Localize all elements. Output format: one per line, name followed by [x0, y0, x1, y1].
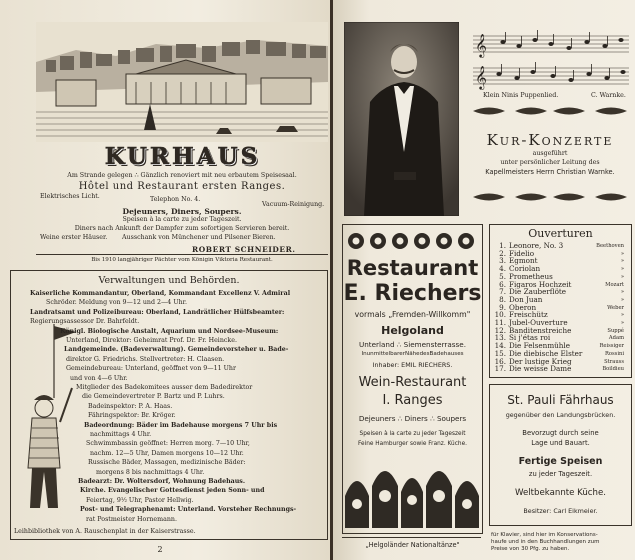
kurhaus-vacuum: Vacuum-Reinigung.: [262, 201, 325, 208]
ouverture-title: Die diebische Elster: [509, 348, 583, 358]
kurhaus-engraving: [36, 22, 328, 142]
pauli-title: St. Pauli Fährhaus: [507, 393, 614, 407]
riechers-wein: Wein-Restaurant: [358, 375, 467, 390]
riechers-address: Unterland ∴ Siemensterrasse.: [358, 340, 466, 349]
verwaltung-line: Badeordnung: Bäder im Badehause morgens 7 Uhr bis: [84, 421, 278, 429]
verwaltungen-title: Verwaltungen und Behörden.: [98, 275, 240, 286]
ouverture-number: 4.: [499, 264, 506, 274]
pauli-kueche: Weltbekannte Küche.: [515, 488, 606, 498]
kurhaus-light: Elektrisches Licht.: [40, 193, 100, 200]
verwaltung-line: Kaiserliche Kommandantur, Oberland, Kommandant Excellenz V. Admiral: [30, 290, 291, 297]
ouverture-composer: Rossini: [604, 350, 624, 357]
riechers-near: InunmittelbarerNähedesBadehauses: [361, 351, 464, 357]
kurhaus-diners: Diners nach Ankunft der Dampfer zum sofortigen Servieren bereit.: [74, 225, 290, 232]
ouverture-number: 15.: [494, 348, 506, 358]
verwaltung-line: Schröder. Meldung von 9—12 und 2—4 Uhr.: [46, 299, 187, 307]
ouverture-number: 12.: [494, 325, 506, 335]
ouverture-number: 2.: [499, 248, 506, 258]
ouverture-title: Oberon: [509, 302, 537, 312]
riechers-helgoland: Helgoland: [381, 324, 444, 337]
kur-sub3: Kapellmeisters Herrn Christian Warnke.: [485, 168, 615, 176]
verwaltung-line: Badeinspektor: P. A. Haas.: [88, 402, 173, 410]
ouverture-composer: »: [620, 273, 624, 280]
verwaltung-line: rat Postmeister Hornemann.: [86, 515, 177, 523]
riechers-vormals: vormals „Fremden-Willkomm": [354, 310, 471, 319]
klavier-line-2: haufe und in den Buchhandlungen zum: [491, 539, 600, 545]
national-title: „Helgoländer Nationaltänze": [365, 541, 460, 549]
ouverture-title: Figaros Hochzeit: [509, 279, 572, 289]
ouverture-composer: Reissiger: [599, 343, 624, 350]
page-number: 2: [157, 545, 163, 554]
ouverture-title: Fidelio: [509, 248, 535, 258]
ouverture-number: 8.: [499, 294, 506, 304]
riechers-ornament-bottom: [345, 456, 479, 528]
kurhaus-since: Bis 1910 langjähriger Pächter vom Königin Viktoria Restaurant.: [91, 257, 273, 263]
ouverture-number: 11.: [494, 318, 506, 327]
kurhaus-title: KURHAUS: [104, 143, 261, 170]
conductor-portrait: [344, 22, 459, 216]
ouverture-composer: Suppé: [607, 327, 624, 334]
ouverture-composer: Mozart: [605, 281, 624, 288]
ouverture-composer: »: [620, 258, 624, 265]
verwaltung-line: die Gemeindevertreter P. Bartz und P. Luhrs.: [82, 393, 225, 401]
ouverture-composer: »: [620, 266, 624, 273]
verwaltung-line: morgens 8 bis nachmittags 4 Uhr.: [96, 468, 205, 476]
verwaltung-line: Post- und Telegraphenamt: Unterland. Vorsteher Rechnungs-: [80, 506, 297, 514]
verwaltung-line: Schwimmbassin geöffnet: Herren morg. 7—10 Uhr,: [86, 440, 250, 448]
verwaltung-line: Regierungsassessor Dr. Bahrfeldt.: [30, 318, 140, 326]
riechers-owner: Inhaber: EMIL RIECHERS.: [372, 361, 453, 369]
ouverture-composer: Weber: [607, 304, 624, 311]
kur-sub2: unter persönlicher Leitung des: [500, 159, 600, 166]
verwaltung-line: Russische Bäder, Massagen, medizinische Bäder:: [88, 459, 246, 467]
ouverture-number: 14.: [494, 341, 506, 351]
ouverture-composer: »: [620, 250, 624, 257]
ouverture-number: 16.: [494, 356, 506, 366]
klavier-line-1: für Klavier, sind hier im Konservations-: [491, 532, 598, 538]
ouverture-number: 1.: [499, 241, 506, 250]
ouverture-composer: »: [620, 296, 624, 303]
ouverture-title: Freischütz: [509, 310, 548, 320]
kur-konzerte-title: Kur-Konzerte: [486, 131, 614, 149]
riechers-restaurant: Restaurant: [346, 256, 479, 280]
kurhaus-ausschank: Ausschank von Münchener und Pilsener Bieren.: [122, 234, 276, 241]
riechers-carte: Speisen à la carte zu jeder Tageszeit: [359, 431, 466, 437]
pauli-besitzer: Besitzer: Carl Eikmeier.: [523, 507, 598, 515]
pauli-bevorzugt: Bevorzugt durch seine: [522, 429, 599, 437]
ouverture-title: Coriolan: [509, 264, 541, 274]
song-caption-title: Klein Ninis Puppenlied.: [483, 92, 559, 99]
riechers-ranges: I. Ranges: [382, 393, 443, 408]
verwaltung-line: Mitglieder des Badekomitees ausser dem Badedirektor: [76, 384, 253, 391]
ouverture-number: 3.: [499, 256, 506, 266]
ouverturen-list: [492, 242, 635, 374]
klavier-line-3: Preise von 30 Pfg. zu haben.: [491, 546, 570, 552]
pauli-speisen: Fertige Speisen: [518, 456, 603, 467]
riechers-name: E. Riechers: [343, 281, 482, 306]
ouverture-number: 5.: [499, 271, 506, 281]
ouverture-number: 10.: [494, 310, 506, 320]
ouverture-title: Die Felsenmühle: [509, 341, 570, 351]
verwaltung-line: Fähringspektor: Br. Kröger.: [88, 412, 176, 420]
kurhaus-phone: Telephon No. 4.: [150, 196, 201, 203]
ouverture-title: Der lustige Krieg: [509, 356, 572, 366]
verwaltung-line: nachm. 12—5 Uhr, Damen morgens 10—12 Uhr.: [90, 449, 244, 457]
verwaltung-line: Feiertag, 9½ Uhr, Pastor Hellwig.: [86, 496, 194, 504]
ouverture-composer: »: [620, 320, 624, 326]
ouverture-title: Jubel-Ouverture: [509, 318, 568, 327]
pauli-location: gegenüber den Landungsbrücken.: [505, 411, 616, 419]
verwaltung-line: Kirche. Evangelischer Gottesdienst jeden Sonn- und: [80, 487, 265, 495]
ouverture-number: 7.: [499, 287, 506, 297]
verwaltung-line: Unterland, Direktor: Geheimrat Prof. Dr. Fr. Heincke.: [66, 337, 237, 344]
ouverture-number: 6.: [499, 279, 506, 289]
verwaltung-line: Gemeindebureau: Unterland, geöffnet von 9—11 Uhr: [66, 365, 236, 373]
ouverture-number: 9.: [499, 302, 506, 312]
leihbibliothek: Leihbibliothek von A. Rauschenplat in der Kaiserstrasse.: [14, 528, 196, 535]
ouverture-composer: Beethoven: [596, 243, 624, 249]
riechers-ornament-top: [345, 228, 479, 254]
ouverture-title: Egmont: [509, 256, 538, 266]
riechers-meals: Dejeuners ∴ Diners ∴ Soupers: [358, 414, 467, 423]
ouverture-composer: Boildieu: [602, 366, 624, 373]
ornament-bottom: [469, 190, 631, 204]
kurhaus-weine: Weine erster Häuser.: [40, 234, 108, 241]
pauli-tageszeit: zu jeder Tageszeit.: [528, 470, 593, 478]
ouverture-title: Si j'étas roi: [509, 333, 551, 343]
verwaltung-line: Badearzt: Dr. Woltersdorf, Wohnung Badehaus.: [78, 478, 246, 485]
ouverture-title: Leonore, No. 3: [509, 241, 564, 250]
verwaltung-line: Landratsamt und Polizeibureau: Oberland, Landrätlicher Hülfsbeamter:: [30, 308, 285, 316]
ouverturen-title: Ouverturen: [528, 227, 593, 240]
ouverture-number: 13.: [494, 333, 506, 343]
ouverture-title: Banditenstreiche: [509, 325, 572, 335]
verwaltung-line: nachmittags 4 Uhr.: [90, 431, 152, 438]
ouverture-title: Die Zauberflöte: [509, 287, 567, 297]
kurhaus-carte: Speisen à la carte zu jeder Tageszeit.: [122, 216, 242, 223]
ouverture-title: Prometheus: [509, 271, 553, 281]
riechers-kueche: Feine Hamburger sowie Franz. Küche.: [358, 441, 467, 447]
svg-text:𝄞: 𝄞: [475, 65, 487, 89]
ouverture-number: 17.: [494, 364, 506, 374]
pauli-lage: Lage und Bauart.: [531, 439, 590, 447]
verwaltung-line: Königl. Biologische Anstalt, Aquarium und Nordsee-Museum:: [60, 327, 279, 335]
verwaltung-line: direktor G. Friedrichs. Stellvertreter: H. Claasen.: [66, 355, 225, 363]
verwaltung-line: und von 4—6 Uhr.: [70, 374, 128, 382]
kurhaus-owner: ROBERT SCHNEIDER.: [192, 245, 296, 254]
kur-sub1: ausgeführt: [532, 150, 568, 157]
ouverture-composer: Adam: [608, 335, 624, 342]
ouverture-title: Die weisse Dame: [509, 364, 572, 374]
ouverture-composer: »: [620, 312, 624, 319]
song-caption-composer: C. Warnke.: [591, 92, 626, 99]
kurhaus-hotel: Hôtel und Restaurant ersten Ranges.: [78, 181, 286, 192]
right-page: [333, 0, 635, 560]
ornament-top: [469, 104, 631, 118]
verwaltung-line: Landgemeinde. (Badeverwaltung). Gemeindevorsteher u. Bade-: [64, 346, 289, 354]
ouverture-composer: »: [620, 289, 624, 296]
music-staff: [469, 28, 629, 92]
ouverture-composer: Strauss: [604, 358, 624, 365]
kurhaus-intro: Am Strande gelegen ∴ Gänzlich renoviert mit neu erbautem Speisesaal.: [67, 172, 297, 179]
svg-text:𝄞: 𝄞: [475, 33, 487, 57]
kurhaus-meals: Dejeuners, Diners, Soupers.: [122, 207, 242, 216]
ouverture-title: Don Juan: [509, 294, 543, 304]
